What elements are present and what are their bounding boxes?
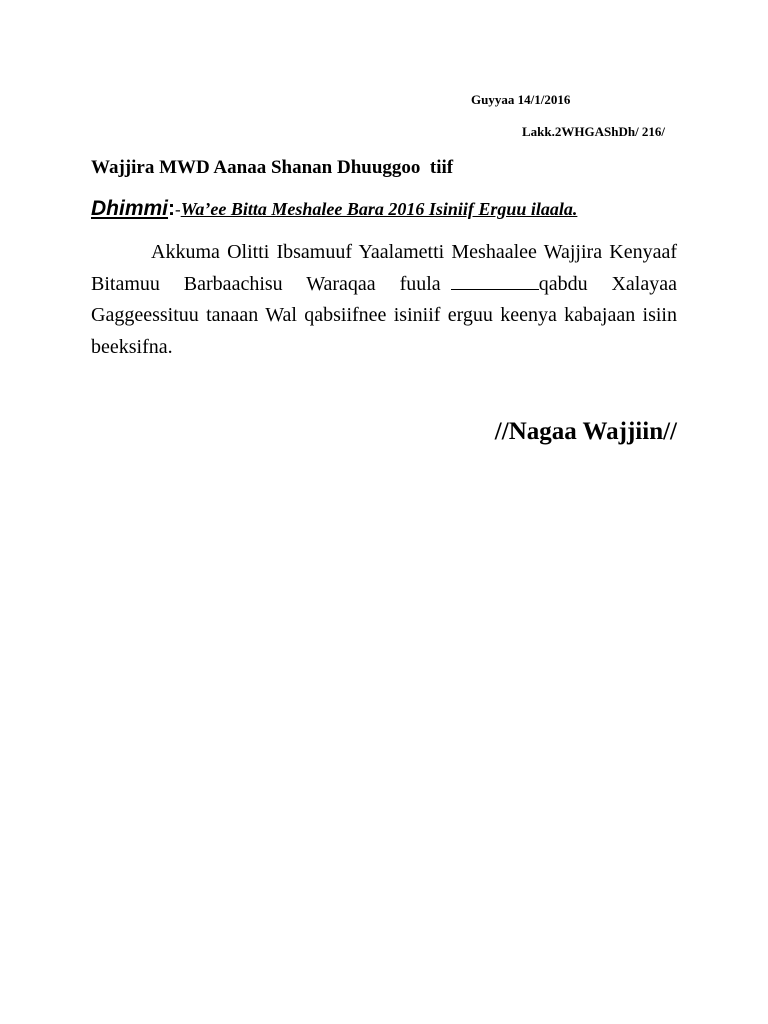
subject-separator: : [168, 197, 176, 220]
body-part-1: Akkuma Olitti Ibsamuuf Yaalametti Meshaalee Wajjira Kenyaaf Bitamuu Barbaachisu Waraqaa fuula [91, 241, 677, 295]
reference-number: Lakk.2WHGAShDh/ 216/ [522, 124, 666, 139]
letter-body [91, 237, 677, 363]
subject-label: Dhimmi [91, 197, 169, 220]
subject-dash: - [175, 200, 181, 219]
letter-date: Guyyaa 14/1/2016 [471, 92, 571, 107]
addressee: Wajjira MWD Aanaa Shanan Dhuuggoo tiif [91, 157, 454, 178]
subject-line [91, 197, 577, 221]
subject-text: Wa’ee Bitta Meshalee Bara 2016 Isiniif Erguu ilaala. [180, 199, 578, 219]
body-part-2: qabdu Xalayaa Gaggeessituu tanaan Wal qabsiifnee isiniif erguu keenya kabajaan isiin beeksifna. [91, 272, 677, 358]
fill-in-blank [451, 288, 539, 290]
closing-salutation: //Nagaa Wajjiin// [494, 418, 677, 445]
